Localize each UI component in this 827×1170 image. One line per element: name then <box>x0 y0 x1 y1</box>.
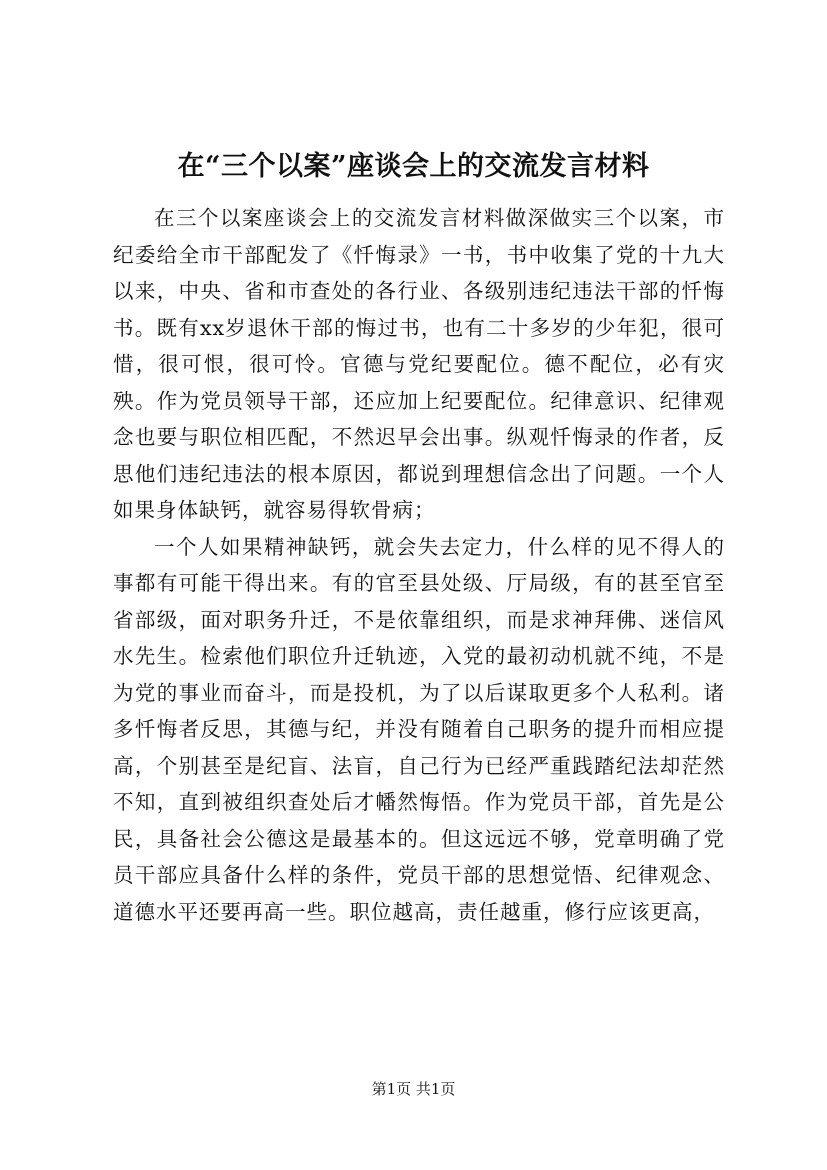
document-body <box>113 200 725 930</box>
page-footer: 第1页 共1页 <box>371 1080 456 1098</box>
document-title: 在“三个以案”座谈会上的交流发言材料 <box>177 151 650 182</box>
paragraph: 在三个以案座谈会上的交流发言材料做深做实三个以案，市纪委给全市干部配发了《忏悔录》一书，书中收集了党的十九大以来，中央、省和市查处的各行业、各级别违纪违法干部的忏悔书。既有xx岁退休干部的悔过书，也有二十多岁的少年犯，很可惜，很可恨，很可怜。官德与党纪要配位。德不配位，必有灾殃。作为党员领导干部，还应加上纪要配位。纪律意识、纪律观念也要与职位相匹配，不然迟早会出事。纵观忏悔录的作者，反思他们违纪违法的根本原因，都说到理想信念出了问题。一个人如果身体缺钙，就容易得软骨病； <box>113 206 725 522</box>
paragraph: 一个人如果精神缺钙，就会失去定力，什么样的见不得人的事都有可能干得出来。有的官至县处级、厅局级，有的甚至官至省部级，面对职务升迁，不是依靠组织，而是求神拜佛、迷信风水先生。检索他们职位升迁轨迹，入党的最初动机就不纯，不是为党的事业而奋斗，而是投机，为了以后谋取更多个人私利。诸多忏悔者反思，其德与纪，并没有随着自己职务的提升而相应提高，个别甚至是纪盲、法盲，自己行为已经严重践踏纪法却茫然不知，直到被组织查处后才幡然悔悟。作为党员干部，首先是公民，具备社会公德这是最基本的。但这远远不够，党章明确了党员干部应具备什么样的条件，党员干部的思想觉悟、纪律观念、道德水平还要再高一些。职位越高，责任越重，修行应该更高， <box>113 534 725 924</box>
